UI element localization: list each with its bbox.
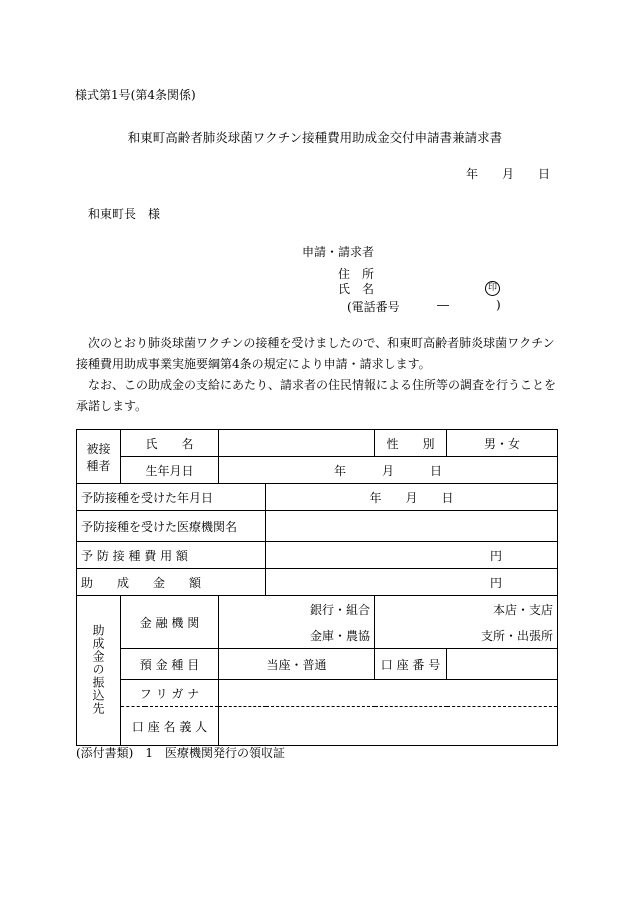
attachment-note: (添付書類) 1 医療機関発行の領収証 (76, 746, 285, 760)
institution-value[interactable] (266, 511, 558, 542)
furigana-label: フ リ ガ ナ (121, 680, 219, 707)
recipient-label: 被接種者 (77, 430, 121, 484)
document-title: 和東町高齢者肺炎球菌ワクチン接種費用助成金交付申請書兼請求書 (127, 130, 503, 145)
birthdate-label: 生年月日 (121, 457, 219, 484)
furigana-value[interactable] (219, 680, 558, 707)
account-holder-value[interactable] (219, 707, 558, 746)
subsidy-yen[interactable]: 円 (266, 569, 558, 596)
bank-label: 金 融 機 関 (121, 596, 219, 649)
branch-type-2[interactable]: 支所・出張所 (375, 622, 558, 649)
bank-type-1[interactable]: 銀行・組合 (219, 596, 375, 623)
sex-value[interactable]: 男・女 (447, 430, 558, 457)
seal-icon: 印 (485, 279, 500, 296)
deposit-type-label: 預 金 種 目 (121, 649, 219, 680)
account-number-label: 口 座 番 号 (375, 649, 447, 680)
phone-label: (電話番号 (347, 300, 400, 314)
sex-label: 性 別 (375, 430, 447, 457)
body-paragraph-2: なお、この助成金の支給にあたり、請求者の住民情報による住所等の調査を行うことを承諾します。 (76, 378, 557, 413)
branch-type-1[interactable]: 本店・支店 (375, 596, 558, 623)
address-label: 住 所 (338, 267, 375, 281)
body-paragraph-1: 次のとおり肺炎球菌ワクチンの接種を受けましたので、和東町高齢者肺炎球菌ワクチン接種費用助成事業実施要綱第4条の規定により申請・請求します。 (76, 336, 555, 371)
recipient-name-cell[interactable] (219, 430, 375, 457)
application-table (76, 429, 558, 746)
subsidy-label: 助 成 金 額 (77, 569, 266, 596)
transfer-label: 助成金の振込先 (77, 596, 121, 746)
form-number: 様式第1号(第4条関係) (75, 88, 196, 102)
vaccination-date-label: 予防接種を受けた年月日 (77, 484, 266, 511)
institution-label: 予防接種を受けた医療機関名 (77, 511, 266, 542)
addressee: 和東町長 様 (88, 207, 161, 221)
account-number-value[interactable] (447, 649, 558, 680)
phone-close: ) (496, 298, 501, 312)
applicant-label: 申請・請求者 (302, 245, 375, 259)
name-label: 氏 名 (338, 282, 375, 296)
fee-yen[interactable]: 円 (266, 542, 558, 569)
account-holder-label: 口 座 名 義 人 (121, 707, 219, 746)
date-line: 年 月 日 (466, 167, 551, 181)
phone-dash: ― (437, 298, 449, 312)
deposit-type-value[interactable]: 当座・普通 (219, 649, 375, 680)
birthdate-value[interactable]: 年 月 日 (219, 457, 558, 484)
vaccination-date-value[interactable]: 年 月 日 (266, 484, 558, 511)
name-header: 氏 名 (121, 430, 219, 457)
fee-label: 予 防 接 種 費 用 額 (77, 542, 266, 569)
bank-type-2[interactable]: 金庫・農協 (219, 622, 375, 649)
